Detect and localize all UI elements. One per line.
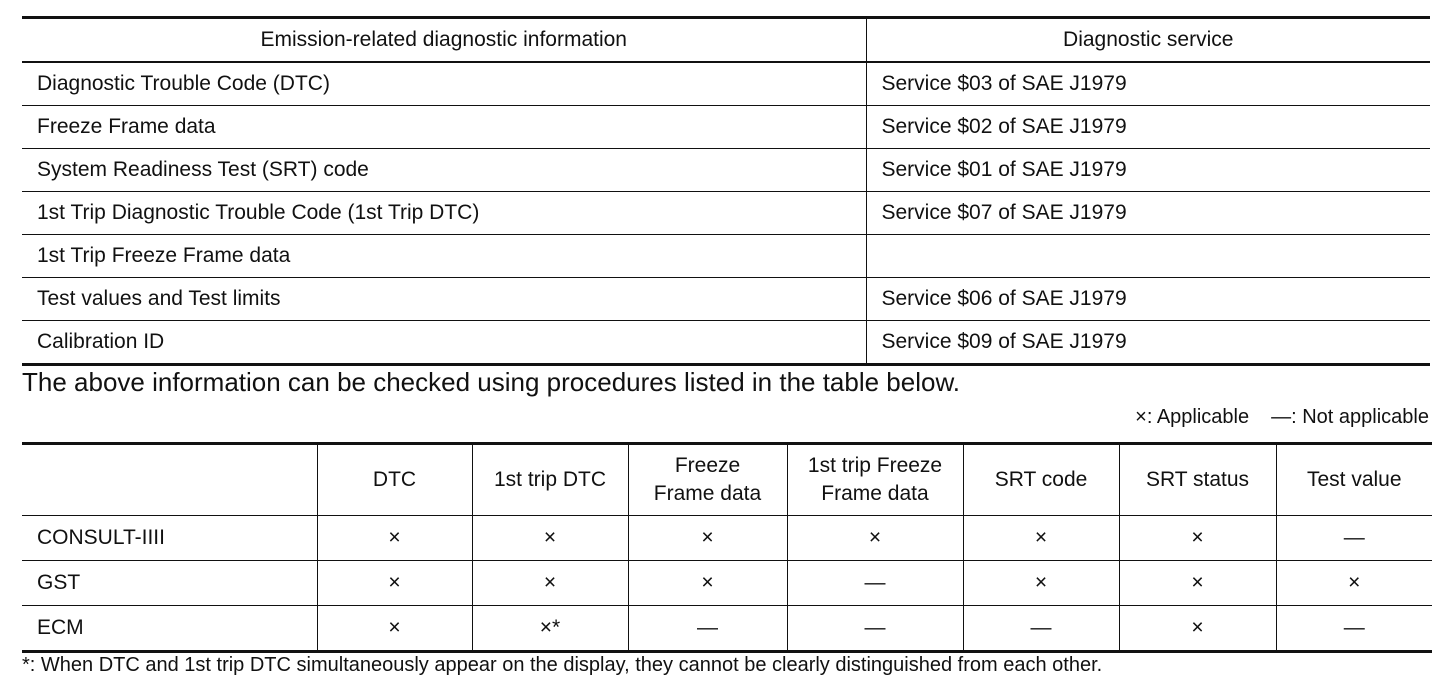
mark-cell: —: [963, 606, 1119, 652]
mark-cell: ×: [787, 516, 963, 561]
procedure-table: [22, 442, 1432, 653]
info-cell: Freeze Frame data: [22, 106, 866, 149]
dtc-header: DTC: [317, 444, 472, 516]
mark-cell: ×: [628, 561, 787, 606]
freeze-frame-header: Freeze Frame data: [628, 444, 787, 516]
mark-cell: ×: [472, 561, 628, 606]
mark-cell: ×: [1119, 561, 1276, 606]
service-column-header: Diagnostic service: [866, 18, 1430, 63]
service-cell: Service $06 of SAE J1979: [866, 278, 1430, 321]
service-cell: Service $01 of SAE J1979: [866, 149, 1430, 192]
mark-cell: —: [628, 606, 787, 652]
table-row: [22, 106, 1430, 149]
table-row: [22, 192, 1430, 235]
mark-cell: ×: [317, 606, 472, 652]
info-cell: Diagnostic Trouble Code (DTC): [22, 62, 866, 106]
service-cell: [866, 235, 1430, 278]
mark-cell: ×: [628, 516, 787, 561]
first-trip-dtc-header: 1st trip DTC: [472, 444, 628, 516]
info-cell: 1st Trip Freeze Frame data: [22, 235, 866, 278]
table-row: [22, 561, 1432, 606]
procedure-header-row: [22, 444, 1432, 516]
legend: [1135, 404, 1429, 430]
mark-cell: ×: [963, 516, 1119, 561]
mark-cell: ×*: [472, 606, 628, 652]
mark-cell: —: [787, 561, 963, 606]
srt-status-header: SRT status: [1119, 444, 1276, 516]
mark-cell: ×: [317, 516, 472, 561]
mark-cell: ×: [472, 516, 628, 561]
info-cell: Test values and Test limits: [22, 278, 866, 321]
info-table-header-row: [22, 18, 1430, 63]
service-cell: Service $02 of SAE J1979: [866, 106, 1430, 149]
table-row: [22, 321, 1430, 365]
diagnostic-info-table: [22, 16, 1430, 366]
table-row: [22, 149, 1430, 192]
procedure-label: ECM: [37, 616, 84, 639]
procedure-label: CONSULT-IIII: [22, 516, 317, 561]
service-cell: Service $07 of SAE J1979: [866, 192, 1430, 235]
footnote: *: When DTC and 1st trip DTC simultaneously appear on the display, they cannot be clearly distinguished from each other.: [22, 654, 1103, 676]
info-cell: System Readiness Test (SRT) code: [22, 149, 866, 192]
mark-cell: ×: [1119, 606, 1276, 652]
test-value-header: Test value: [1276, 444, 1432, 516]
table-row: [22, 278, 1430, 321]
table-row: [22, 235, 1430, 278]
mark-cell: —: [1276, 606, 1432, 652]
mark-cell: —: [1276, 516, 1432, 561]
mark-cell: —: [787, 606, 963, 652]
info-cell: Calibration ID: [37, 330, 165, 353]
first-trip-freeze-frame-header: 1st trip Freeze Frame data: [787, 444, 963, 516]
table-row: [22, 606, 1432, 652]
procedure-corner-header: [22, 444, 317, 516]
procedure-label: GST: [22, 561, 317, 606]
service-cell: Service $03 of SAE J1979: [866, 62, 1430, 106]
srt-code-header: SRT code: [963, 444, 1119, 516]
info-column-header: Emission-related diagnostic information: [22, 18, 866, 63]
service-cell: Service $09 of SAE J1979: [866, 321, 1430, 365]
table-row: [22, 62, 1430, 106]
mark-cell: ×: [1276, 561, 1432, 606]
mark-cell: ×: [963, 561, 1119, 606]
table-row: [22, 516, 1432, 561]
mark-cell: ×: [1119, 516, 1276, 561]
mark-cell: ×: [317, 561, 472, 606]
info-cell: 1st Trip Diagnostic Trouble Code (1st Trip DTC): [22, 192, 866, 235]
legend-not-applicable: —: Not applicable: [1271, 406, 1429, 428]
legend-applicable: ×: Applicable: [1135, 406, 1250, 428]
table-caption: The above information can be checked using procedures listed in the table below.: [22, 367, 961, 397]
